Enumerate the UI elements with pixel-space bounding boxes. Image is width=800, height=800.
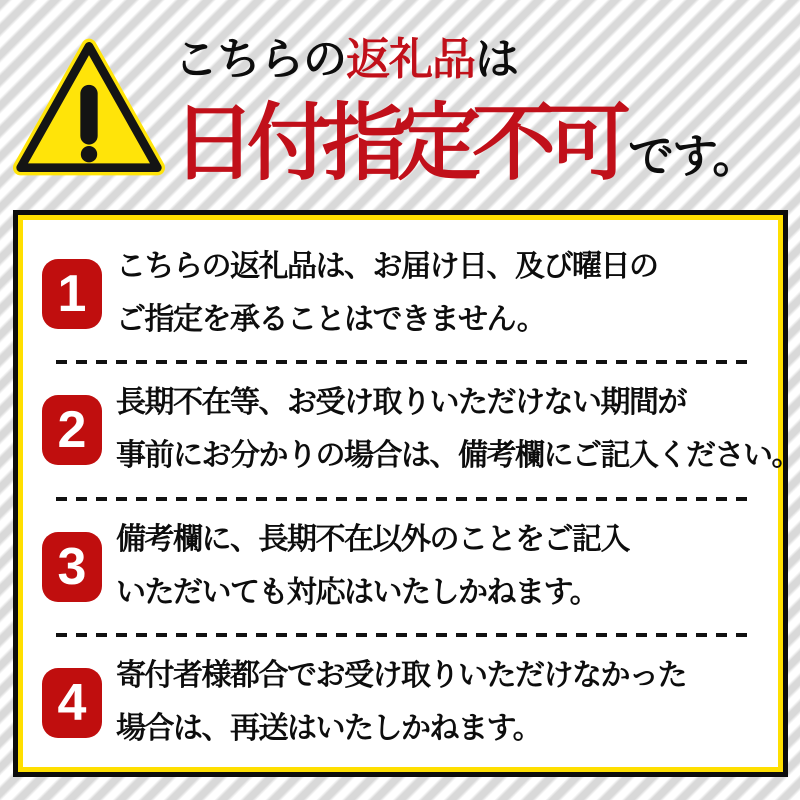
header-subtitle-pre: こちらの [174, 35, 346, 84]
notice-item-4 [34, 650, 767, 756]
warning-triangle-icon [12, 34, 166, 182]
item-number-badge: 1 [42, 259, 102, 329]
notice-item-text [116, 377, 800, 483]
notice-item-text [116, 650, 686, 756]
notice-item-1 [34, 241, 767, 347]
header-subtitle-highlight: 返礼品 [346, 35, 475, 84]
notice-item-line: 長期不在等、お受け取りいただけない期間が [116, 386, 686, 420]
item-number-badge: 4 [42, 668, 102, 738]
notice-item-line: 事前にお分かりの場合は、備考欄にご記入ください。 [116, 439, 800, 473]
page-title: 日付指定不可 [172, 96, 623, 190]
dashed-divider [56, 497, 753, 501]
notice-item-line: 寄付者様都合でお受け取りいただけなかった [116, 659, 686, 693]
header-subtitle [174, 34, 518, 87]
notice-item-line: 備考欄に、長期不在以外のことをご記入 [116, 522, 629, 556]
notice-item-line: いただいても対応はいたしかねます。 [116, 575, 599, 609]
dashed-divider [56, 633, 753, 637]
header-title-row [172, 96, 756, 190]
notice-item-text [116, 241, 658, 347]
notice-item-3 [34, 514, 767, 620]
item-number-badge: 3 [42, 532, 102, 602]
notice-item-line: ご指定を承ることはできません。 [116, 302, 546, 336]
header-subtitle-post: は [475, 35, 518, 84]
notice-item-line: こちらの返礼品は、お届け日、及び曜日の [116, 250, 658, 283]
exclamation-dot [81, 146, 97, 162]
item-number-badge: 2 [42, 395, 102, 465]
dashed-divider [56, 360, 753, 364]
notice-item-2 [34, 377, 800, 483]
notice-box [13, 210, 800, 777]
notice-item-text [116, 514, 629, 620]
notice-item-line: 場合は、再送はいたしかねます。 [116, 712, 542, 746]
page-title-suffix: です。 [628, 130, 757, 182]
exclamation-bar [80, 85, 97, 145]
